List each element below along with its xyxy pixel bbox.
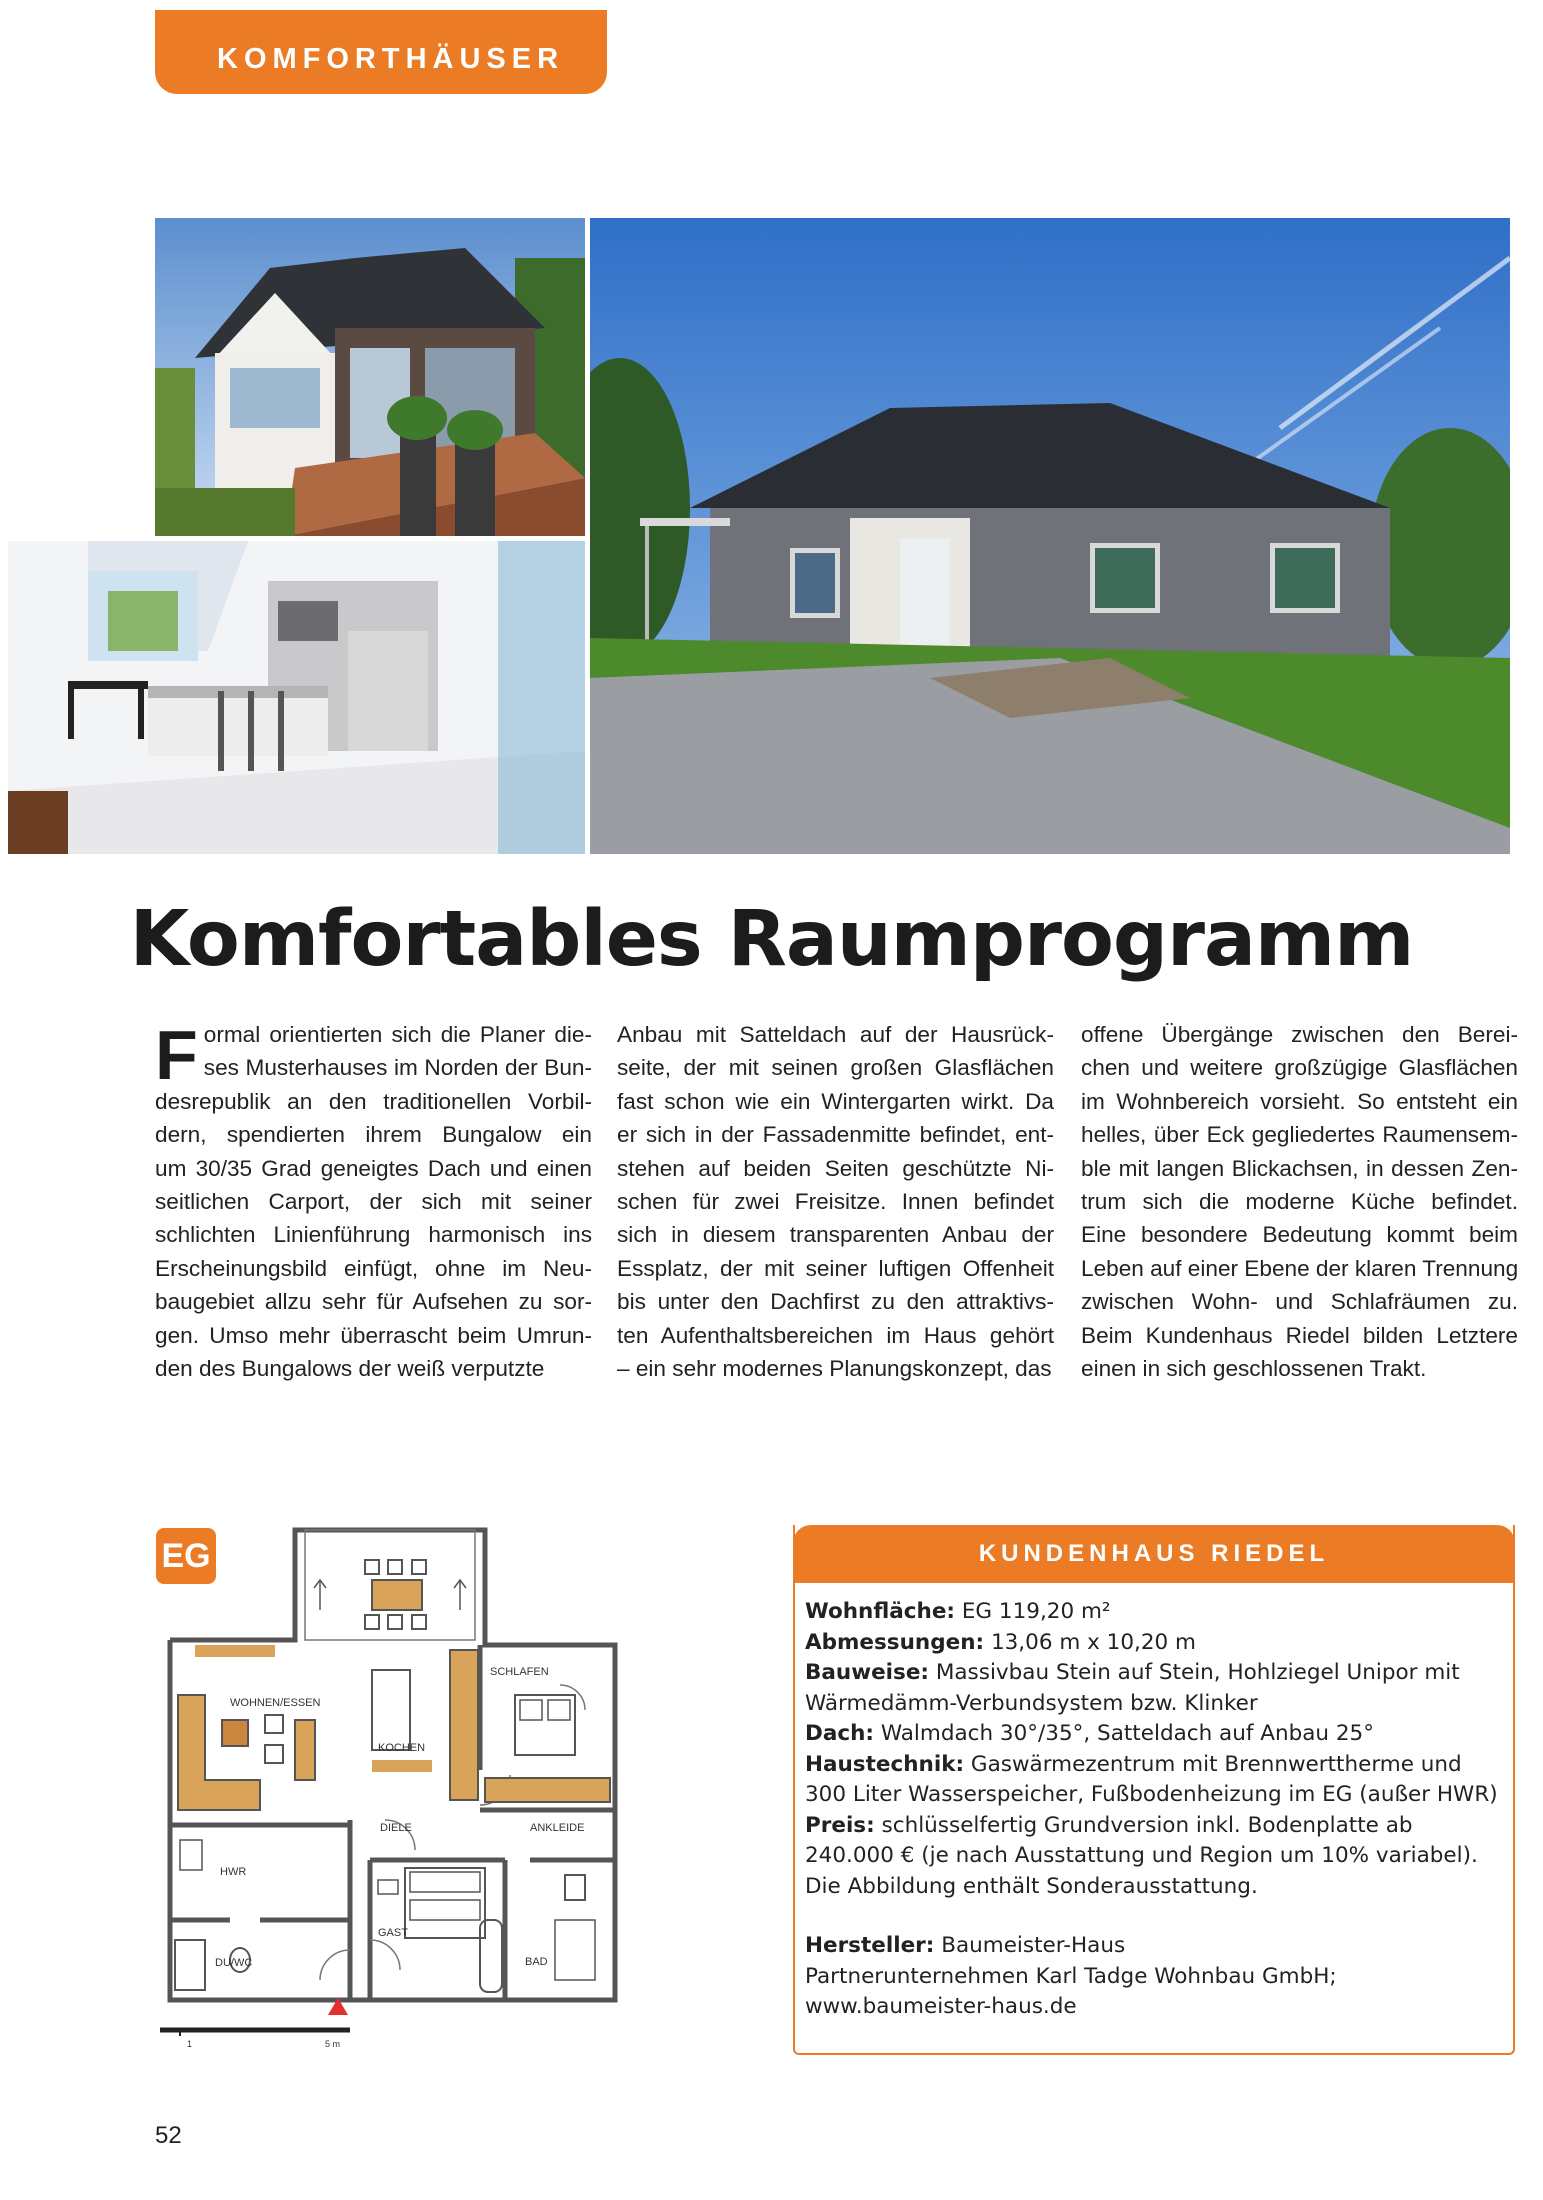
- text-line: schlichten Linienführung harmonisch ins: [155, 1222, 592, 1248]
- text-column-1: [155, 1018, 592, 1385]
- photo-bungalow-exterior: [590, 218, 1510, 854]
- info-row-preis: Preis: schlüsselfertig Grundversion inkl. Bodenplatte ab 240.000 € (je nach Ausstattung und Region um 10% variabel). Die Abbildung enthält Sonderausstattung.: [805, 1812, 1478, 1899]
- room-label-bad: BAD: [525, 1956, 548, 1968]
- text-line: ses Musterhauses im Norden der Bun-: [203, 1055, 592, 1081]
- info-row-website: www.baumeister-haus.de: [805, 1994, 1077, 2019]
- info-row-partner: Partnerunternehmen Karl Tadge Wohnbau GmbH;: [805, 1963, 1337, 1989]
- scale-start-label: 1: [187, 2039, 193, 2049]
- text-line: ble mit langen Blickachsen, in dessen Zen-: [1081, 1155, 1518, 1181]
- text-line: im Wohnbereich vorsieht. So entsteht ein: [1081, 1088, 1518, 1114]
- photo-interior-kitchen: [8, 541, 585, 854]
- text-line: Anbau mit Satteldach auf der Hausrück-: [617, 1022, 1054, 1047]
- info-row-bauweise: Bauweise: Massivbau Stein auf Stein, Hohlziegel Unipor mit Wärmedämm-Verbundsystem bzw. Klinker: [805, 1660, 1460, 1716]
- text-line: sich in diesem transparenten Anbau der: [617, 1222, 1054, 1248]
- room-label-kochen: KOCHEN: [378, 1742, 426, 1754]
- text-line: ormal orientierten sich die Planer die-: [203, 1022, 592, 1047]
- text-line: schen für zwei Freisitze. Innen befindet: [617, 1189, 1054, 1215]
- room-label-schlafen: SCHLAFEN: [490, 1666, 549, 1678]
- text-line: trum sich die moderne Küche befindet.: [1081, 1189, 1518, 1215]
- text-line: helles, über Eck gegliedertes Raumensem-: [1081, 1122, 1518, 1148]
- text-line: fast schon wie ein Wintergarten wirkt. Da: [617, 1088, 1054, 1114]
- text-line: er sich in der Fassadenmitte befindet, ent-: [617, 1122, 1054, 1148]
- room-label-gast: GAST: [378, 1927, 408, 1939]
- section-tab-label: KOMFORTHÄUSER: [217, 43, 565, 75]
- text-line: seite, der mit seinen großen Glasflächen: [617, 1055, 1054, 1081]
- photo-garden-annex: [155, 218, 585, 536]
- section-tab: [155, 10, 607, 94]
- text-line: stehen auf beiden Seiten geschützte Ni-: [617, 1155, 1054, 1181]
- info-row-abmessungen: Abmessungen: 13,06 m x 10,20 m: [805, 1629, 1196, 1655]
- drop-cap: F: [155, 1016, 198, 1094]
- text-line: Eine besondere Bedeutung kommt beim: [1081, 1222, 1518, 1248]
- text-line: bis unter den Dachfirst zu den attraktivs-: [617, 1289, 1054, 1315]
- room-label-ankleide: ANKLEIDE: [530, 1822, 585, 1834]
- room-label-hwr: HWR: [220, 1866, 247, 1878]
- text-line: Leben auf einer Ebene der klaren Trennung: [1081, 1255, 1519, 1281]
- scale-end-label: 5 m: [325, 2039, 341, 2049]
- text-line: den des Bungalows der weiß verputzte: [155, 1356, 545, 1382]
- info-row-dach: Dach: Walmdach 30°/35°, Satteldach auf Anbau 25°: [805, 1721, 1374, 1746]
- info-row-hersteller: Hersteller: Baumeister-Haus: [805, 1933, 1126, 1958]
- info-row-haustechnik: Haustechnik: Gaswärmezentrum mit Brennwerttherme und 300 Liter Wasserspeicher, Fußbodenheizung im EG (außer HWR): [805, 1751, 1498, 1807]
- info-box-header: [793, 1525, 1515, 1583]
- room-label-diele: DIELE: [380, 1822, 412, 1834]
- text-column-3: [1081, 1018, 1518, 1385]
- info-row-wohnflaeche: Wohnfläche: EG 119,20 m²: [805, 1599, 1111, 1624]
- info-box-heading: KUNDENHAUS RIEDEL: [978, 1540, 1330, 1567]
- text-line: einen in sich geschlossenen Trakt.: [1081, 1356, 1427, 1382]
- text-line: ten Aufenthaltsbereichen im Haus gehört: [617, 1322, 1054, 1348]
- text-line: baugebiet allzu sehr für Aufsehen zu sor-: [155, 1289, 592, 1315]
- text-line: um 30/35 Grad geneigtes Dach und einen: [155, 1155, 592, 1181]
- info-box-content: [805, 1597, 1505, 2023]
- text-line: Erscheinungsbild einfügt, ohne im Neu-: [155, 1255, 592, 1281]
- page-number: 52: [155, 2122, 182, 2149]
- text-line: – ein sehr modernes Planungskonzept, das: [617, 1356, 1052, 1382]
- text-line: chen und weitere großzügige Glasflächen: [1081, 1055, 1518, 1081]
- floor-plan: [150, 1520, 620, 2060]
- article-title: Komfortables Raumprogramm: [129, 895, 1414, 984]
- text-line: gen. Umso mehr überrascht beim Umrun-: [155, 1322, 592, 1348]
- room-label-duwc: DU/WC: [215, 1957, 253, 1969]
- text-line: Essplatz, der mit seiner luftigen Offenheit: [617, 1255, 1054, 1281]
- text-column-2: [617, 1018, 1054, 1385]
- text-line: offene Übergänge zwischen den Berei-: [1081, 1022, 1518, 1047]
- text-line: desrepublik an den traditionellen Vorbil-: [155, 1088, 592, 1114]
- text-line: seitlichen Carport, der sich mit seiner: [155, 1189, 592, 1215]
- room-label-wohnen: WOHNEN/ESSEN: [230, 1697, 321, 1709]
- text-line: Beim Kundenhaus Riedel bilden Letztere: [1081, 1322, 1518, 1348]
- text-line: dern, spendierten ihrem Bungalow ein: [155, 1122, 592, 1148]
- text-line: zwischen Wohn- und Schlafräumen zu.: [1081, 1289, 1518, 1315]
- floor-badge: EG: [156, 1528, 216, 1584]
